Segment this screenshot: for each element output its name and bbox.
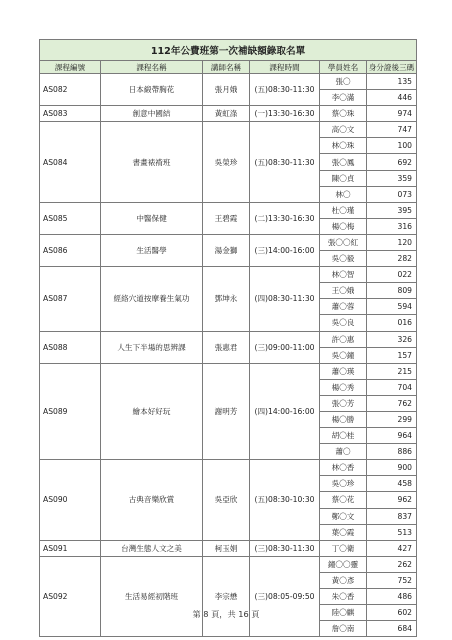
- id-last3-cell: 022: [367, 267, 417, 283]
- header-course-name: 課程名稱: [101, 61, 203, 74]
- student-name-cell: 鄭〇文: [320, 508, 367, 524]
- student-name-cell: 胡〇桂: [320, 428, 367, 444]
- id-last3-cell: 359: [367, 170, 417, 186]
- course-time-cell: (三)14:00-16:00: [250, 234, 320, 266]
- student-name-cell: 林〇香: [320, 460, 367, 476]
- student-name-cell: 吳〇毅: [320, 251, 367, 267]
- table-row: [40, 363, 417, 379]
- teacher-cell: 李宗懋: [203, 556, 250, 636]
- table-row: [40, 556, 417, 572]
- header-teacher: 講師名稱: [203, 61, 250, 74]
- course-code-cell: AS090: [40, 460, 101, 540]
- id-last3-cell: 964: [367, 428, 417, 444]
- student-name-cell: 張〇: [320, 74, 367, 90]
- student-name-cell: 葉〇霞: [320, 524, 367, 540]
- page-footer: 第 8 頁，共 16 頁: [192, 609, 260, 619]
- student-name-cell: 張〇鳳: [320, 154, 367, 170]
- id-last3-cell: 900: [367, 460, 417, 476]
- course-code-cell: AS082: [40, 74, 101, 106]
- course-code-cell: AS089: [40, 363, 101, 460]
- student-name-cell: 李〇滿: [320, 90, 367, 106]
- table-row: [40, 460, 417, 476]
- id-last3-cell: 594: [367, 299, 417, 315]
- header-student-name: 學員姓名: [320, 61, 367, 74]
- id-last3-cell: 704: [367, 379, 417, 395]
- course-code-cell: AS085: [40, 202, 101, 234]
- id-last3-cell: 262: [367, 556, 417, 572]
- student-name-cell: 蕭〇瑛: [320, 363, 367, 379]
- course-code-cell: AS087: [40, 267, 101, 331]
- id-last3-cell: 809: [367, 283, 417, 299]
- student-name-cell: 蕭〇蓉: [320, 299, 367, 315]
- admission-table: [39, 39, 417, 637]
- id-last3-cell: 513: [367, 524, 417, 540]
- id-last3-cell: 962: [367, 492, 417, 508]
- student-name-cell: 林〇: [320, 186, 367, 202]
- header-id-last3: 身分證後三碼: [367, 61, 417, 74]
- table-row: [40, 122, 417, 138]
- student-name-cell: 陳〇貞: [320, 170, 367, 186]
- course-name-cell: 生活醫學: [101, 234, 203, 266]
- teacher-cell: 王碧霞: [203, 202, 250, 234]
- course-name-cell: 創意中國結: [101, 106, 203, 122]
- student-name-cell: 蔡〇珠: [320, 106, 367, 122]
- course-time-cell: (五)08:30-10:30: [250, 460, 320, 540]
- course-name-cell: 人生下半場的思辨課: [101, 331, 203, 363]
- student-name-cell: 丁〇衛: [320, 540, 367, 556]
- id-last3-cell: 752: [367, 572, 417, 588]
- student-name-cell: 楊〇勝: [320, 411, 367, 427]
- teacher-cell: 張月娥: [203, 74, 250, 106]
- id-last3-cell: 100: [367, 138, 417, 154]
- student-name-cell: 許〇惠: [320, 331, 367, 347]
- student-name-cell: 朱〇香: [320, 589, 367, 605]
- student-name-cell: 杜〇瑾: [320, 202, 367, 218]
- table-row: [40, 74, 417, 90]
- id-last3-cell: 395: [367, 202, 417, 218]
- id-last3-cell: 837: [367, 508, 417, 524]
- id-last3-cell: 602: [367, 605, 417, 621]
- table-row: [40, 106, 417, 122]
- student-name-cell: 吳〇珍: [320, 476, 367, 492]
- course-time-cell: (二)13:30-16:30: [250, 202, 320, 234]
- student-name-cell: 高〇文: [320, 122, 367, 138]
- course-time-cell: (三)08:30-11:30: [250, 540, 320, 556]
- course-time-cell: (五)08:30-11:30: [250, 122, 320, 202]
- student-name-cell: 陸〇麒: [320, 605, 367, 621]
- table-row: [40, 331, 417, 347]
- id-last3-cell: 692: [367, 154, 417, 170]
- student-name-cell: 張〇〇紅: [320, 234, 367, 250]
- teacher-cell: 吳亞欣: [203, 460, 250, 540]
- id-last3-cell: 762: [367, 395, 417, 411]
- id-last3-cell: 282: [367, 251, 417, 267]
- id-last3-cell: 446: [367, 90, 417, 106]
- student-name-cell: 楊〇梅: [320, 218, 367, 234]
- teacher-cell: 鄧坤永: [203, 267, 250, 331]
- table-row: [40, 234, 417, 250]
- table-row: [40, 202, 417, 218]
- student-name-cell: 吳〇鐘: [320, 347, 367, 363]
- teacher-cell: 謝明芳: [203, 363, 250, 460]
- course-code-cell: AS088: [40, 331, 101, 363]
- id-last3-cell: 157: [367, 347, 417, 363]
- course-time-cell: (三)08:05-09:50: [250, 556, 320, 636]
- student-name-cell: 鐘〇〇靈: [320, 556, 367, 572]
- id-last3-cell: 016: [367, 315, 417, 331]
- teacher-cell: 湯金獅: [203, 234, 250, 266]
- table-row: [40, 540, 417, 556]
- id-last3-cell: 747: [367, 122, 417, 138]
- student-name-cell: 張〇芳: [320, 395, 367, 411]
- id-last3-cell: 326: [367, 331, 417, 347]
- student-name-cell: 蔡〇花: [320, 492, 367, 508]
- id-last3-cell: 316: [367, 218, 417, 234]
- course-time-cell: (四)14:00-16:00: [250, 363, 320, 460]
- id-last3-cell: 458: [367, 476, 417, 492]
- teacher-cell: 柯玉娟: [203, 540, 250, 556]
- course-time-cell: (四)08:30-11:30: [250, 267, 320, 331]
- course-time-cell: (五)08:30-11:30: [250, 74, 320, 106]
- student-name-cell: 黃〇彥: [320, 572, 367, 588]
- roster-document: [39, 39, 416, 637]
- student-name-cell: 林〇智: [320, 267, 367, 283]
- student-name-cell: 吳〇良: [320, 315, 367, 331]
- student-name-cell: 楊〇秀: [320, 379, 367, 395]
- id-last3-cell: 215: [367, 363, 417, 379]
- id-last3-cell: 299: [367, 411, 417, 427]
- id-last3-cell: 486: [367, 589, 417, 605]
- course-name-cell: 古典音樂欣賞: [101, 460, 203, 540]
- teacher-cell: 張惠君: [203, 331, 250, 363]
- student-name-cell: 林〇珠: [320, 138, 367, 154]
- course-name-cell: 台灣生態人文之美: [101, 540, 203, 556]
- header-time: 課程時間: [250, 61, 320, 74]
- course-name-cell: 中醫保健: [101, 202, 203, 234]
- id-last3-cell: 073: [367, 186, 417, 202]
- course-name-cell: 生活易經初階班: [101, 556, 203, 636]
- student-name-cell: 詹〇南: [320, 621, 367, 637]
- course-name-cell: 日本緞帶胸花: [101, 74, 203, 106]
- course-time-cell: (三)09:00-11:00: [250, 331, 320, 363]
- id-last3-cell: 120: [367, 234, 417, 250]
- course-time-cell: (一)13:30-16:30: [250, 106, 320, 122]
- table-body: [40, 74, 417, 637]
- course-name-cell: 書畫裱褙班: [101, 122, 203, 202]
- course-code-cell: AS091: [40, 540, 101, 556]
- teacher-cell: 黃虹涤: [203, 106, 250, 122]
- id-last3-cell: 886: [367, 444, 417, 460]
- student-name-cell: 王〇娥: [320, 283, 367, 299]
- course-code-cell: AS083: [40, 106, 101, 122]
- course-code-cell: AS092: [40, 556, 101, 636]
- course-code-cell: AS086: [40, 234, 101, 266]
- table-title: 112年公費班第一次補缺額錄取名單: [40, 40, 417, 61]
- id-last3-cell: 684: [367, 621, 417, 637]
- id-last3-cell: 974: [367, 106, 417, 122]
- teacher-cell: 吳榮珍: [203, 122, 250, 202]
- table-row: [40, 267, 417, 283]
- header-course-code: 課程編號: [40, 61, 101, 74]
- course-code-cell: AS084: [40, 122, 101, 202]
- course-name-cell: 經絡穴道按摩養生氣功: [101, 267, 203, 331]
- id-last3-cell: 427: [367, 540, 417, 556]
- student-name-cell: 蕭〇: [320, 444, 367, 460]
- course-name-cell: 繪本好好玩: [101, 363, 203, 460]
- id-last3-cell: 135: [367, 74, 417, 90]
